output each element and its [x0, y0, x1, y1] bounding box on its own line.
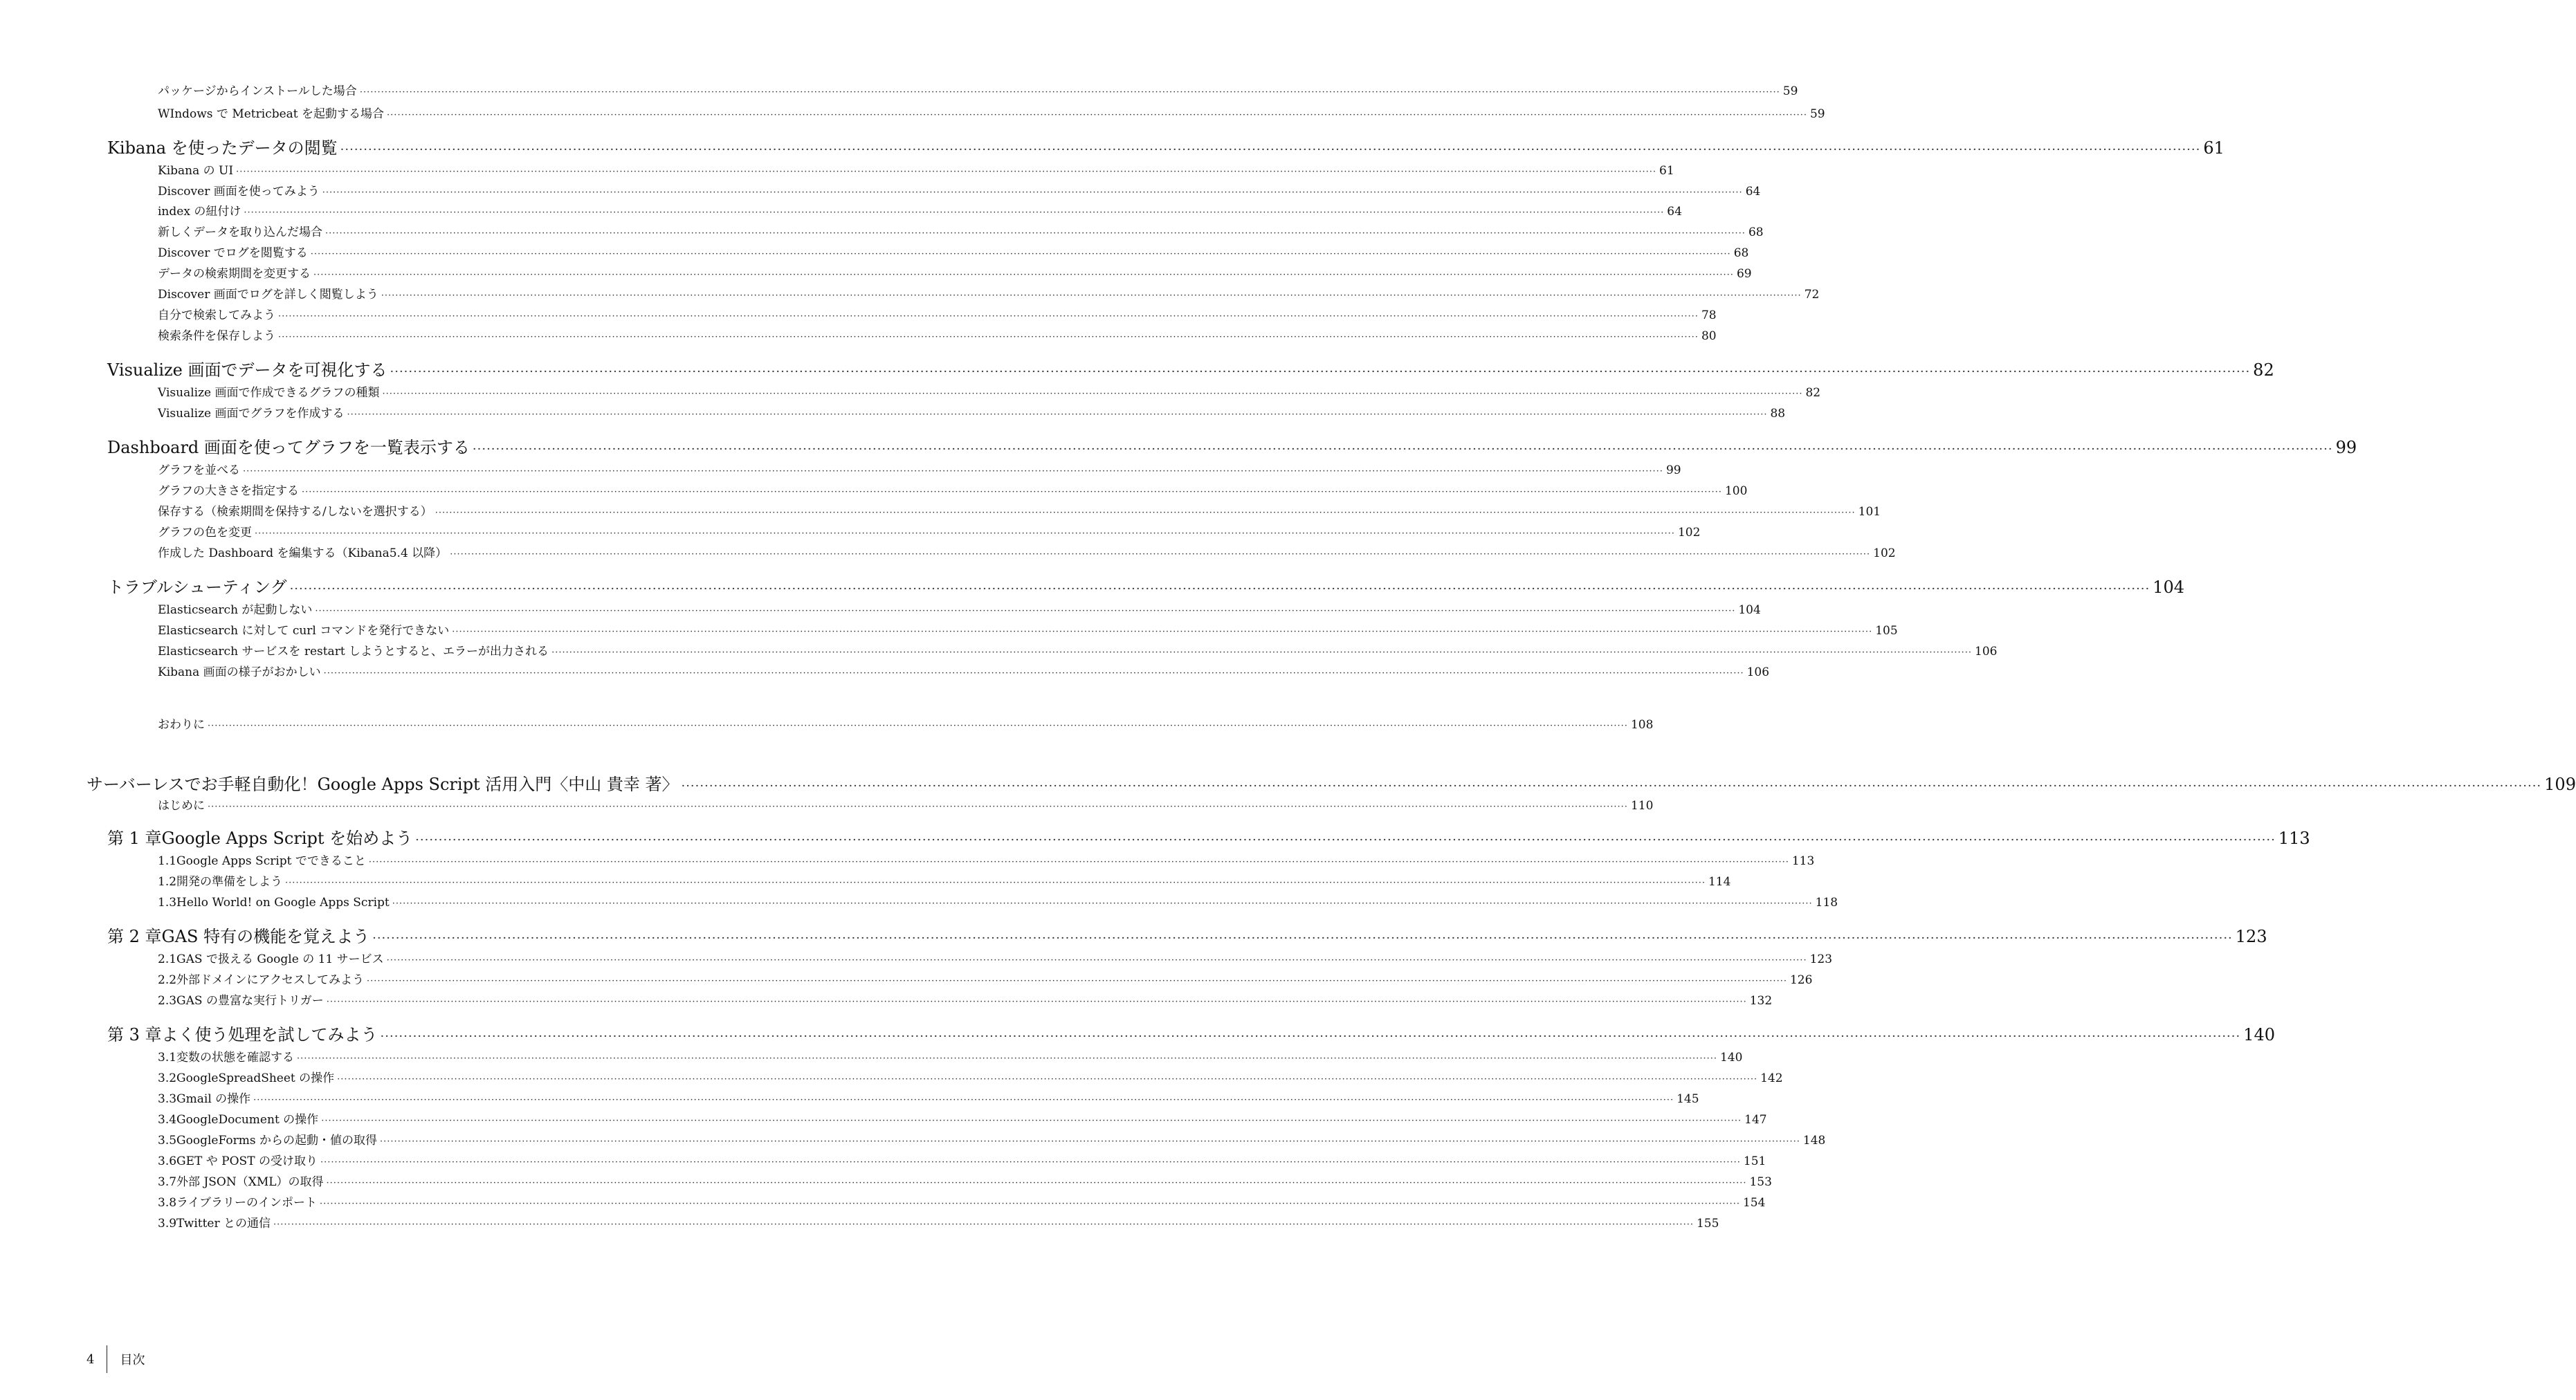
- toc-entry-title: 作成した Dashboard を編集する（Kibana5.4 以降）: [158, 546, 448, 560]
- toc-entry-page: 110: [1630, 799, 1654, 813]
- toc-entry-title: GAS の豊富な実行トリガー: [176, 994, 324, 1008]
- toc-entry: [158, 522, 1701, 543]
- footer-section-title: 目次: [120, 1353, 145, 1367]
- dot-leader: ················································································································································································································································································································································································································: [380, 1029, 2241, 1044]
- toc-entry-title: GoogleDocument の操作: [176, 1113, 319, 1127]
- dot-leader: ················································································································································································································································································································································································································: [253, 1095, 1674, 1105]
- dot-leader: ················································································································································································································································································································································································································: [390, 365, 2251, 379]
- toc-entry-title: Visualize 画面でグラフを作成する: [158, 407, 345, 421]
- toc-entry-title: パッケージからインストールした場合: [158, 84, 357, 98]
- toc-entry-page: 114: [1708, 875, 1731, 889]
- toc-entry-page: 109: [2544, 775, 2576, 794]
- toc-entry-page: 142: [1760, 1071, 1783, 1085]
- toc-section-heading: [107, 134, 2225, 162]
- dot-leader: ················································································································································································································································································································································································································: [208, 721, 1628, 731]
- toc-entry-page: 118: [1815, 896, 1838, 910]
- toc-entry-page: 126: [1789, 973, 1813, 987]
- toc-entry-page: 154: [1742, 1196, 1766, 1210]
- page-number: 4: [86, 1352, 95, 1367]
- toc-entry-title: Google Apps Script でできること: [176, 854, 366, 868]
- toc-entry-title: GoogleSpreadSheet の操作: [176, 1071, 335, 1085]
- dot-leader: ················································································································································································································································································································································································································: [302, 487, 1722, 497]
- toc-section-heading: [107, 825, 2310, 852]
- toc-entry: [158, 715, 1654, 735]
- toc-entry-title: Elasticsearch サービスを restart しようとすると、エラーが出力される: [158, 645, 549, 658]
- toc-entry-page: 69: [1736, 267, 1752, 281]
- toc-entry-page: 148: [1802, 1134, 1826, 1148]
- toc-entry-page: 99: [2335, 438, 2357, 457]
- toc-entry-title: Google Apps Script を始めよう: [161, 829, 413, 848]
- toc-entry-title: Twitter との通信: [176, 1217, 271, 1231]
- toc-entry: [158, 641, 1998, 662]
- dot-leader: ················································································································································································································································································································································································································: [359, 87, 1780, 98]
- toc-entry-page: 99: [1665, 463, 1681, 477]
- toc-entry-title: Elasticsearch に対して curl コマンドを発行できない: [158, 624, 450, 638]
- toc-entry-page: 108: [1630, 718, 1654, 732]
- toc-entry: [158, 81, 1798, 102]
- toc-entry-page: 153: [1749, 1175, 1772, 1189]
- toc-entry-page: 64: [1745, 185, 1761, 199]
- toc-entry-number: 3.6: [158, 1154, 177, 1168]
- toc-entry-page: 59: [1809, 107, 1825, 121]
- dot-leader: ················································································································································································································································································································································································································: [381, 291, 1802, 301]
- toc-entry: [158, 662, 1770, 683]
- dot-leader: ················································································································································································································································································································································································································: [285, 878, 1706, 888]
- dot-leader: ················································································································································································································································································································································································································: [278, 332, 1699, 342]
- dot-leader: ················································································································································································································································································································································································································: [326, 1178, 1747, 1188]
- toc-entry-page: 106: [1746, 665, 1770, 679]
- toc-entry-title: 保存する（検索期間を保持する/しないを選択する）: [158, 505, 432, 519]
- toc-entry-title: サーバーレスでお手軽自動化！Google Apps Script 活用入門〈中山 貴幸 著〉: [86, 775, 679, 794]
- toc-entry-number: 3.5: [158, 1134, 177, 1148]
- toc-entry-title: Visualize 画面でデータを可視化する: [107, 360, 387, 380]
- toc-entry-title: 新しくデータを取り込んだ場合: [158, 225, 322, 239]
- toc-entry-page: 105: [1875, 624, 1898, 638]
- toc-entry: [158, 892, 1838, 913]
- toc-entry-number: 2.3: [158, 994, 177, 1008]
- toc-entry-title: ライブラリーのインポート: [176, 1196, 318, 1210]
- toc-entry-number: 3.3: [158, 1092, 177, 1106]
- toc-entry-title: 開発の準備をしよう: [176, 875, 283, 889]
- toc-entry-number: 3.7: [158, 1175, 177, 1189]
- toc-entry: [158, 872, 1731, 892]
- dot-leader: ················································································································································································································································································································································································································: [323, 668, 1744, 679]
- toc-entry-title: グラフを並べる: [158, 463, 240, 477]
- toc-entry: [158, 284, 1820, 305]
- dot-leader: ················································································································································································································································································································································································································: [392, 899, 1813, 909]
- toc-entry-page: 82: [1805, 386, 1821, 400]
- dot-leader: ················································································································································································································································································································································································································: [472, 442, 2333, 457]
- toc-entry-title: よく使う処理を試してみよう: [161, 1025, 378, 1044]
- toc-entry-title: Discover 画面を使ってみよう: [158, 185, 320, 199]
- toc-entry-number: 1.3: [158, 896, 177, 910]
- toc-entry: [158, 1213, 1719, 1234]
- toc-entry-number: 3.1: [158, 1051, 177, 1065]
- toc-entry-page: 104: [1738, 603, 1761, 617]
- toc-entry-number: 3.4: [158, 1113, 177, 1127]
- toc-entry-number: 第 2 章: [107, 927, 162, 946]
- toc-section-heading: [107, 923, 2267, 950]
- dot-leader: ················································································································································································································································································································································································································: [368, 857, 1789, 867]
- dot-leader: ················································································································································································································································································································································································································: [325, 228, 1746, 239]
- toc-entry-page: 132: [1749, 994, 1773, 1008]
- toc-entry-page: 100: [1724, 484, 1748, 498]
- toc-entry-title: 自分で検索してみよう: [158, 308, 275, 322]
- toc-entry-number: 3.8: [158, 1196, 177, 1210]
- dot-leader: ················································································································································································································································································································································································································: [243, 466, 1663, 477]
- toc-entry-page: 80: [1701, 329, 1717, 343]
- toc-entry-title: GET や POST の受け取り: [176, 1154, 318, 1168]
- toc-entry: [158, 326, 1717, 347]
- toc-entry-page: 64: [1667, 205, 1682, 219]
- toc-entry-page: 61: [1659, 164, 1674, 178]
- toc-entry-title: Elasticsearch が起動しない: [158, 603, 313, 617]
- toc-entry-page: 155: [1696, 1217, 1719, 1231]
- toc-entry-title: Kibana を使ったデータの閲覧: [107, 138, 338, 158]
- toc-entry-title: 外部ドメインにアクセスしてみよう: [176, 973, 365, 987]
- dot-leader: ················································································································································································································································································································································································································: [320, 1199, 1740, 1209]
- dot-leader: ················································································································································································································································································································································································································: [452, 627, 1873, 637]
- toc-entry: [158, 1130, 1826, 1151]
- toc-entry-page: 68: [1748, 225, 1764, 239]
- toc-entry: [158, 1047, 1743, 1068]
- toc-entry-page: 88: [1770, 407, 1786, 421]
- toc-entry: [158, 305, 1717, 326]
- dot-leader: ················································································································································································································································································································································································································: [278, 311, 1699, 322]
- toc-entry-title: Dashboard 画面を使ってグラフを一覧表示する: [107, 438, 470, 457]
- toc-entry-page: 82: [2253, 360, 2274, 380]
- dot-leader: ················································································································································································································································································································································································································: [386, 955, 1807, 966]
- toc-entry-page: 106: [1975, 645, 1998, 658]
- toc-entry-title: index の紐付け: [158, 205, 241, 219]
- toc-entry: [158, 543, 1896, 564]
- toc-entry-page: 147: [1744, 1113, 1767, 1127]
- toc-entry-page: 140: [2243, 1025, 2276, 1044]
- toc-section-heading: [107, 1021, 2276, 1049]
- toc-entry-title: Discover でログを閲覧する: [158, 246, 308, 260]
- toc-entry-page: 72: [1804, 288, 1820, 302]
- toc-entry-page: 145: [1677, 1092, 1699, 1106]
- toc-entry: [158, 104, 1825, 125]
- toc-entry-page: 123: [2235, 927, 2267, 946]
- toc-entry: [158, 460, 1681, 481]
- toc-entry-title: WIndows で Metricbeat を起動する場合: [158, 107, 385, 121]
- dot-leader: ················································································································································································································································································································································································································: [326, 997, 1747, 1007]
- dot-leader: ················································································································································································································································································································································································································: [244, 208, 1665, 218]
- toc-entry-page: 59: [1782, 84, 1798, 98]
- toc-entry: [158, 383, 1821, 403]
- dot-leader: ················································································································································································································································································································································································································: [297, 1053, 1717, 1064]
- toc-entry-title: Kibana 画面の様子がおかしい: [158, 665, 321, 679]
- dot-leader: ················································································································································································································································································································································································································: [415, 833, 2276, 847]
- toc-section-heading: [107, 356, 2274, 384]
- toc-part-heading: [86, 771, 2576, 798]
- dot-leader: ················································································································································································································································································································································································································: [387, 110, 1807, 120]
- toc-entry: [158, 1109, 1767, 1130]
- dot-leader: ················································································································································································································································································································································································································: [236, 167, 1657, 177]
- toc-entry-title: Hello World! on Google Apps Script: [176, 896, 390, 910]
- toc-entry: [158, 1068, 1783, 1089]
- toc-entry: [158, 600, 1761, 620]
- toc-entry-page: 102: [1873, 546, 1896, 560]
- toc-entry: [158, 1089, 1699, 1109]
- dot-leader: ················································································································································································································································································································································································································: [273, 1219, 1694, 1230]
- dot-leader: ················································································································································································································································································································································································································: [551, 647, 1972, 658]
- toc-entry-page: 68: [1733, 246, 1749, 260]
- toc-section-heading: [107, 434, 2357, 461]
- toc-entry: [158, 201, 1682, 222]
- dot-leader: ················································································································································································································································································································································································································: [382, 389, 1803, 399]
- toc-entry-title: GAS 特有の機能を覚えよう: [161, 927, 370, 946]
- toc-entry-page: 123: [1809, 952, 1833, 966]
- dot-leader: ················································································································································································································································································································································································································: [320, 1157, 1741, 1168]
- toc-entry: [158, 403, 1786, 424]
- dot-leader: ················································································································································································································································································································································································································: [337, 1074, 1758, 1085]
- dot-leader: ················································································································································································································································································································································································································: [435, 508, 1856, 518]
- toc-entry: [158, 181, 1761, 202]
- toc-entry: [158, 222, 1764, 243]
- dot-leader: ················································································································································································································································································································································································································: [340, 142, 2201, 157]
- toc-entry-number: 3.2: [158, 1071, 177, 1085]
- toc-entry-page: 113: [1791, 854, 1815, 868]
- toc-entry: [158, 501, 1881, 522]
- toc-entry-page: 104: [2153, 578, 2185, 597]
- toc-entry-page: 61: [2203, 138, 2225, 158]
- toc-entry: [158, 1151, 1766, 1172]
- toc-entry: [158, 1172, 1772, 1192]
- toc-entry-title: Kibana の UI: [158, 164, 234, 178]
- toc-entry-page: 102: [1677, 526, 1701, 540]
- toc-entry-title: 変数の状態を確認する: [176, 1051, 295, 1065]
- toc-entry-title: GoogleForms からの起動・値の取得: [176, 1134, 377, 1148]
- toc-entry-title: はじめに: [158, 799, 205, 813]
- toc-entry-page: 78: [1701, 308, 1717, 322]
- toc-entry: [158, 160, 1674, 181]
- toc-entry: [158, 1192, 1766, 1213]
- toc-entry-number: 2.1: [158, 952, 177, 966]
- toc-entry: [158, 264, 1752, 284]
- toc-entry-title: データの検索期間を変更する: [158, 267, 311, 281]
- dot-leader: ················································································································································································································································································································································································································: [450, 549, 1871, 560]
- toc-entry-title: 外部 JSON（XML）の取得: [176, 1175, 324, 1189]
- toc-entry: [158, 620, 1898, 641]
- toc-entry-number: 第 3 章: [107, 1025, 162, 1044]
- toc-entry-page: 101: [1858, 505, 1881, 519]
- toc-entry-title: GAS で扱える Google の 11 サービス: [176, 952, 384, 966]
- dot-leader: ················································································································································································································································································································································································································: [313, 270, 1734, 280]
- toc-entry-number: 1.2: [158, 875, 177, 889]
- toc-entry-number: 3.9: [158, 1217, 177, 1231]
- dot-leader: ················································································································································································································································································································································································································: [681, 779, 2542, 793]
- toc-entry: [158, 795, 1654, 816]
- dot-leader: ················································································································································································································································································································································································································: [367, 976, 1787, 986]
- toc-entry-title: グラフの大きさを指定する: [158, 484, 299, 498]
- dot-leader: ················································································································································································································································································································································································································: [321, 1116, 1742, 1126]
- toc-entry: [158, 949, 1833, 970]
- toc-section-heading: [107, 573, 2185, 601]
- toc-entry-title: Gmail の操作: [176, 1092, 251, 1106]
- dot-leader: ················································································································································································································································································································································································································: [379, 1136, 1800, 1147]
- dot-leader: ················································································································································································································································································································································································································: [347, 409, 1768, 420]
- toc-entry-number: 第 1 章: [107, 829, 162, 848]
- toc-entry: [158, 243, 1749, 264]
- toc-entry-page: 151: [1743, 1154, 1766, 1168]
- dot-leader: ················································································································································································································································································································································································································: [372, 931, 2233, 946]
- toc-entry-page: 113: [2278, 829, 2310, 848]
- toc-entry-number: 2.2: [158, 973, 177, 987]
- dot-leader: ················································································································································································································································································································································································································: [208, 802, 1628, 812]
- toc-entry-title: Visualize 画面で作成できるグラフの種類: [158, 386, 380, 400]
- toc-entry-page: 140: [1719, 1051, 1743, 1065]
- toc-entry: [158, 970, 1813, 991]
- toc-entry: [158, 481, 1748, 501]
- page-footer: [86, 1345, 145, 1373]
- toc-entry: [158, 991, 1773, 1011]
- dot-leader: ················································································································································································································································································································································································································: [310, 249, 1731, 259]
- toc-entry-number: 1.1: [158, 854, 177, 868]
- toc-entry-title: Discover 画面でログを詳しく閲覧しよう: [158, 288, 378, 302]
- toc-entry-title: 検索条件を保存しよう: [158, 329, 275, 343]
- dot-leader: ················································································································································································································································································································································································································: [255, 528, 1675, 539]
- toc-entry-title: おわりに: [158, 718, 205, 732]
- toc-entry: [158, 851, 1815, 872]
- dot-leader: ················································································································································································································································································································································································································: [322, 187, 1743, 198]
- dot-leader: ················································································································································································································································································································································································································: [315, 606, 1736, 616]
- toc-entry-title: トラブルシューティング: [107, 578, 287, 597]
- dot-leader: ················································································································································································································································································································································································································: [289, 582, 2150, 596]
- toc-entry-title: グラフの色を変更: [158, 526, 252, 540]
